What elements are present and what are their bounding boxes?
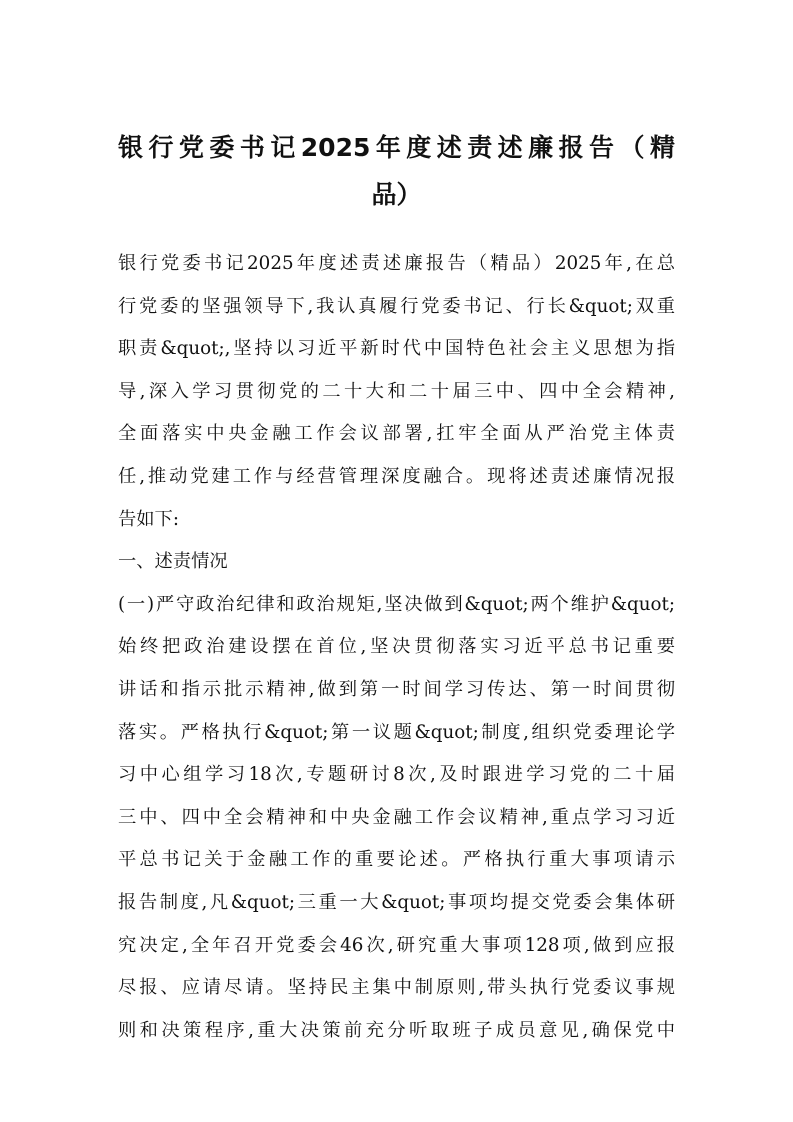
text-line: 职责&quot;,坚持以习近平新时代中国特色社会主义思想为指 [118,338,675,360]
text-line: 一、述责情况 [118,551,228,573]
text-line: 告如下: [118,508,180,530]
text-line: 平总书记关于金融工作的重要论述。严格执行重大事项请示 [118,849,675,871]
text-line: 全面落实中央金融工作会议部署,扛牢全面从严治党主体责 [118,423,675,445]
subsection-paragraph [118,584,675,1053]
text-line: 报告制度,凡&quot;三重一大&quot;事项均提交党委会集体研 [118,891,675,913]
text-line: 尽报、应请尽请。坚持民主集中制原则,带头执行党委议事规 [118,977,675,999]
text-line: 则和决策程序,重大决策前充分听取班子成员意见,确保党中 [118,1019,675,1041]
text-line: 导,深入学习贯彻党的二十大和二十届三中、四中全会精神, [118,380,675,402]
text-line: 行党委的坚强领导下,我认真履行党委书记、行长&quot;双重 [118,295,675,317]
text-line: (一)严守政治纪律和政治规矩,坚决做到&quot;两个维护&quot; [118,593,675,615]
document-title [118,124,675,218]
text-line: 讲话和指示批示精神,做到第一时间学习传达、第一时间贯彻 [118,678,675,700]
text-line: 银行党委书记2025年度述责述廉报告（精品）2025年,在总 [118,253,675,274]
text-line: 三中、四中全会精神和中央金融工作会议精神,重点学习习近 [118,806,675,828]
title-line-2: 品） [371,180,422,209]
intro-paragraph [118,243,675,541]
section-heading [118,541,675,584]
text-line: 任,推动党建工作与经营管理深度融合。现将述责述廉情况报 [118,465,675,487]
text-line: 始终把政治建设摆在首位,坚决贯彻落实习近平总书记重要 [118,636,675,658]
text-line: 落实。严格执行&quot;第一议题&quot;制度,组织党委理论学 [118,721,675,743]
text-line: 习中心组学习18次,专题研讨8次,及时跟进学习党的二十届 [118,764,675,786]
text-line: 究决定,全年召开党委会46次,研究重大事项128项,做到应报 [118,934,675,956]
document-body [118,243,675,1052]
title-line-1: 银行党委书记2025年度述责述廉报告（精 [118,133,675,162]
